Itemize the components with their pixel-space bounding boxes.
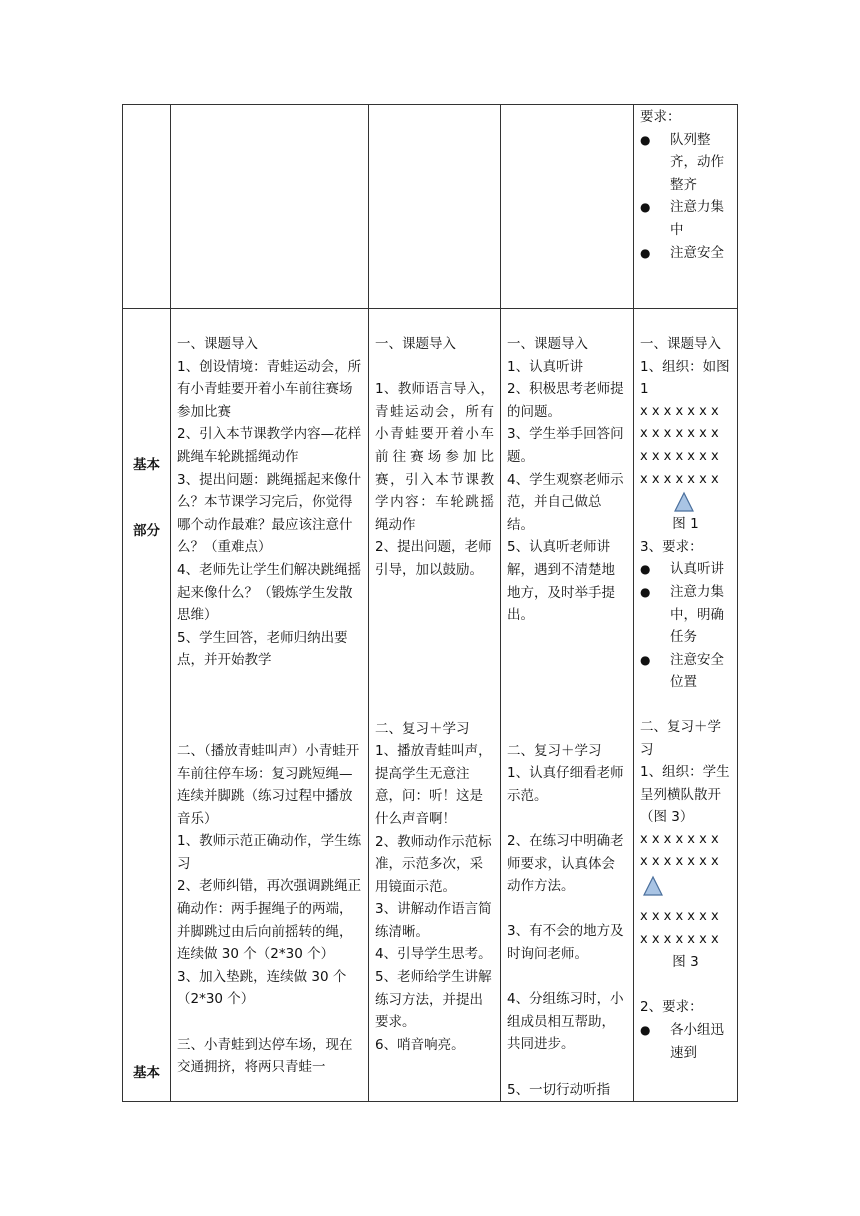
content-line: 2、引入本节课教学内容—花样跳绳车轮跳摇绳动作 — [177, 426, 362, 465]
content-line: 1、教师示范正确动作，学生练习 — [177, 833, 362, 872]
cell-teaching-content — [171, 309, 369, 1102]
content-line: 二、复习＋学习 — [507, 742, 602, 759]
bullet-icon: ● — [640, 562, 651, 577]
formation-row: x x x x x x x — [640, 403, 719, 419]
content-line: 3、讲解动作语言简练清晰。 — [375, 901, 492, 940]
cell-empty — [123, 105, 171, 309]
content-line: 一、课题导入 — [177, 336, 258, 352]
formation-row: x x x x x x x — [640, 448, 719, 464]
list-item: ● 认真听讲 — [640, 558, 731, 581]
bullet-icon: ● — [640, 200, 651, 215]
content-line: 2、教师动作示范标准，示范多次，采用镜面示范。 — [375, 833, 492, 895]
content-line: 5、认真听老师讲解，遇到不清楚地地方，及时举手提出。 — [507, 539, 615, 624]
content-line: 1、认真仔细看老师示范。 — [507, 765, 624, 804]
content-line: 一、课题导入 — [640, 336, 721, 352]
list-item: ● 注意安全 — [640, 242, 731, 265]
bullet-icon: ● — [640, 584, 651, 599]
section-label-cell — [123, 309, 171, 1102]
figure-caption: 图 3 — [672, 954, 699, 971]
section-label-bottom: 基本 — [133, 1065, 160, 1081]
content-line: 3、提出问题：跳绳摇起来像什么？本节课学习完后，你觉得哪个动作最难？最应该注意什么？（重难点） — [177, 471, 362, 556]
content-line: 1、播放青蛙叫声，提高学生无意注意，问：听！这是什么声音啊！ — [375, 743, 492, 827]
content-line: 4、老师先让学生们解决跳绳摇起来像什么？（锻炼学生发散思维） — [177, 561, 362, 624]
content-line: 1、组织：学生呈列横队散开（图 3） — [640, 764, 730, 826]
content-line: 6、哨音响亮。 — [375, 1036, 465, 1053]
requirement-label: 要求： — [640, 109, 681, 125]
content-line: 4、引导学生思考。 — [375, 946, 492, 963]
bullet-icon: ● — [640, 652, 651, 667]
content-line: 4、学生观察老师示范，并自己做总结。 — [507, 471, 624, 533]
content-line: 2、要求： — [640, 999, 703, 1016]
section-label-line2: 部分 — [133, 523, 160, 539]
teacher-triangle-icon — [640, 874, 730, 898]
formation-row: x x x x x x x — [640, 931, 719, 947]
cell-student-activity — [501, 309, 634, 1102]
cell-teacher-activity — [369, 309, 501, 1102]
cell-organization — [634, 309, 738, 1102]
content-line: 5、老师给学生讲解练习方法，并提出要求。 — [375, 969, 492, 1031]
list-item: ● 队列整齐，动作整齐 — [640, 129, 731, 197]
content-line: 2、提出问题，老师引导，加以鼓励。 — [375, 539, 492, 578]
list-item: ● 各小组迅速到 — [640, 1019, 731, 1064]
content-line: 三、小青蛙到达停车场，现在交通拥挤，将两只青蛙一 — [177, 1036, 353, 1076]
cell-empty — [171, 105, 369, 309]
section-label-line1: 基本 — [133, 457, 160, 473]
content-line: 3、学生举手回答问题。 — [507, 426, 624, 465]
bullet-icon: ● — [640, 1023, 651, 1038]
content-line: 2、在练习中明确老师要求，认真体会动作方法。 — [507, 833, 624, 895]
formation-row: x x x x x x x — [640, 471, 719, 487]
content-line: 二、（播放青蛙叫声）小青蛙开车前往停车场：复习跳短绳—连续并脚跳（练习过程中播放音乐） — [177, 742, 360, 827]
list-item: ● 注意力集中，明确任务 — [640, 581, 731, 649]
formation-row: x x x x x x x — [640, 831, 719, 847]
content-line: 二、复习＋学习 — [640, 718, 721, 758]
content-line: 5、一切行动听指 — [507, 1081, 611, 1098]
table-row-top — [123, 105, 738, 309]
content-line: 二、复习＋学习 — [375, 720, 470, 737]
content-line: 2、老师纠错，再次强调跳绳正确动作：两手握绳子的两端，并脚跳过由后向前摇转的绳，连续做 30 个（2*30 个） — [177, 878, 362, 963]
content-line: 3、加入垫跳，连续做 30 个（2*30 个） — [177, 968, 347, 1008]
content-line: 1、创设情境：青蛙运动会，所有小青蛙要开着小车前往赛场参加比赛 — [177, 358, 362, 420]
content-line: 3、有不会的地方及时询问老师。 — [507, 923, 624, 963]
formation-row: x x x x x x x — [640, 854, 719, 870]
table-row-main — [123, 309, 738, 1102]
bullet-icon: ● — [640, 132, 651, 147]
content-line: 一、课题导入 — [507, 336, 588, 352]
cell-empty — [501, 105, 634, 309]
content-line: 1、认真听讲 — [507, 358, 584, 375]
content-line: 2、积极思考老师提的问题。 — [507, 381, 624, 420]
figure-caption: 图 1 — [672, 516, 699, 533]
content-line: 4、分组练习时，小组成员相互帮助，共同进步。 — [507, 991, 624, 1053]
content-line: 5、学生回答，老师归纳出要点，并开始教学 — [177, 629, 348, 669]
bullet-icon: ● — [640, 245, 651, 260]
formation-row: x x x x x x x — [640, 909, 719, 925]
content-line: 1、组织：如图 1 — [640, 358, 734, 398]
content-line: 3、要求： — [640, 538, 703, 555]
content-line: 1、教师语言导入，青蛙运动会，所有小青蛙要开着小车前往赛场参加比赛，引入本节课教学内容：车轮跳摇绳动作 — [375, 381, 494, 533]
formation-row: x x x x x x x — [640, 426, 719, 442]
teacher-triangle-icon — [640, 491, 730, 513]
list-item: ● 注意力集中 — [640, 196, 731, 241]
list-item: ● 注意安全位置 — [640, 649, 731, 694]
cell-empty — [369, 105, 501, 309]
lesson-plan-table — [122, 104, 738, 1102]
content-line: 一、课题导入 — [375, 336, 456, 352]
cell-organization-top — [634, 105, 738, 309]
